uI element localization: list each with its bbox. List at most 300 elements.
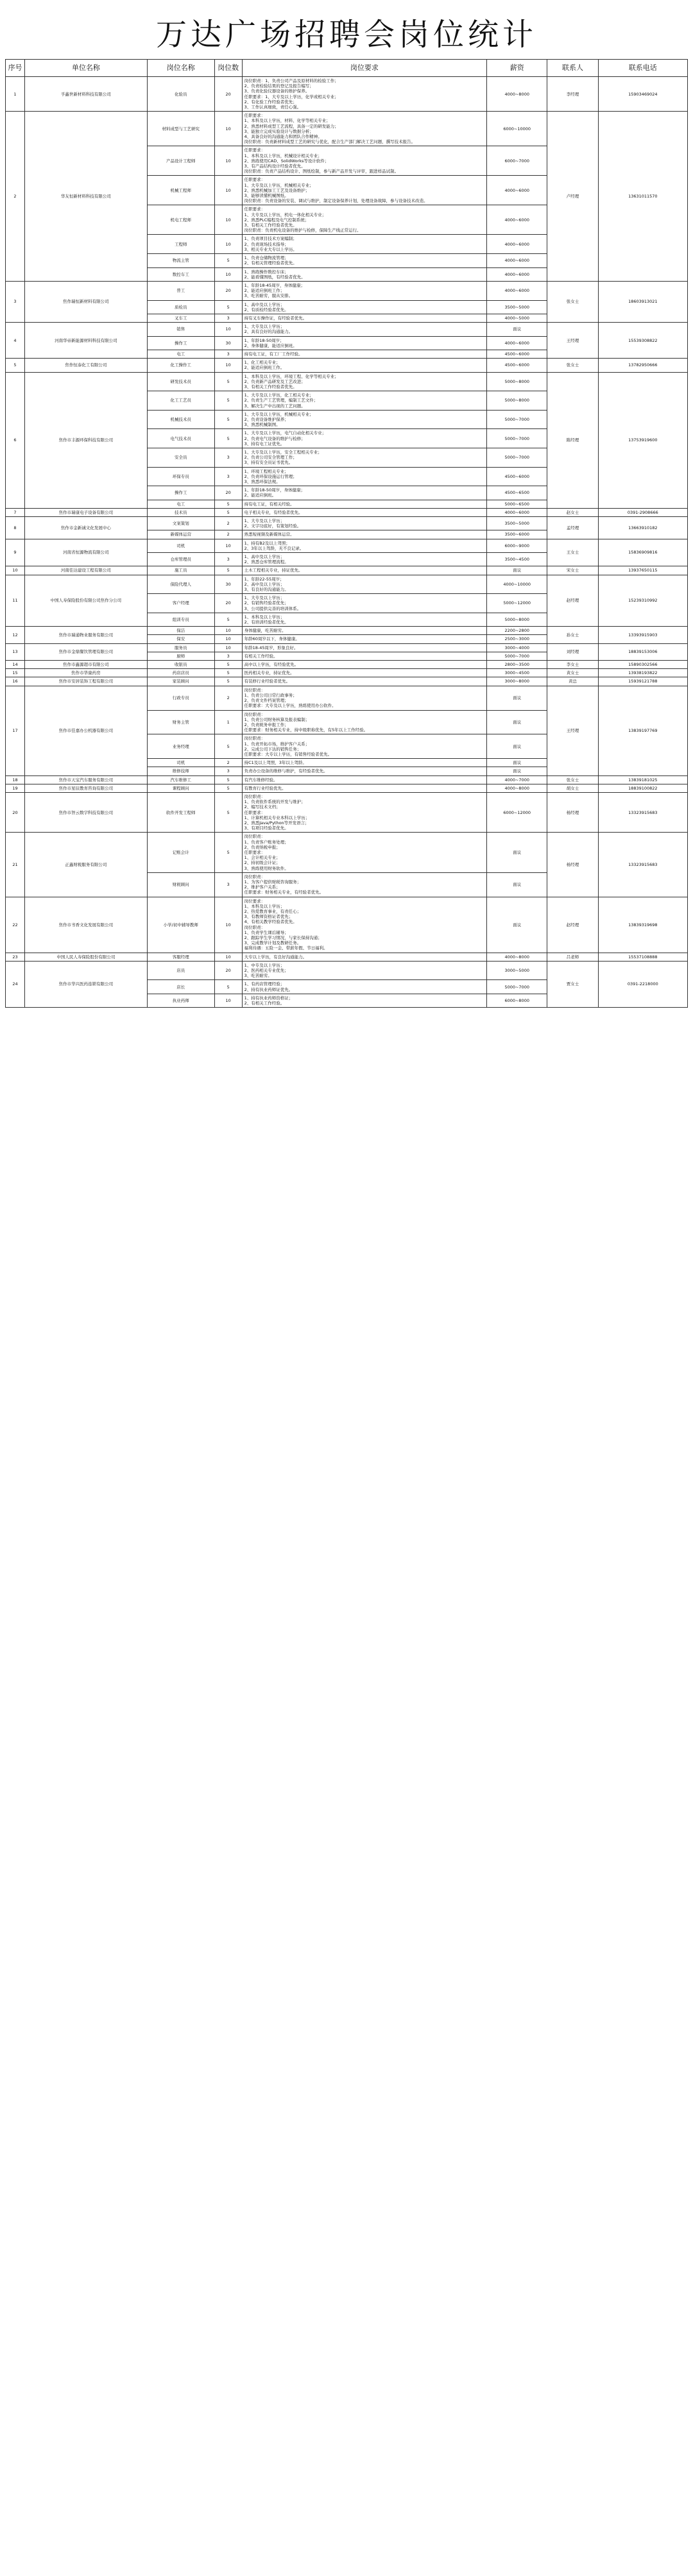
row-number: 9 bbox=[6, 539, 25, 566]
position-requirements: 1、年龄18-45周岁，身体健康； 2、能适应倒班工作； 3、吃苦耐劳，服从安排。 bbox=[242, 281, 486, 300]
salary: 4000~5000 bbox=[487, 314, 547, 322]
table-row bbox=[6, 372, 688, 391]
table-row bbox=[6, 643, 688, 652]
salary: 6000~10000 bbox=[487, 112, 547, 146]
position-name: 销售 bbox=[147, 323, 214, 336]
table-row bbox=[6, 677, 688, 686]
position-count: 10 bbox=[214, 146, 242, 176]
salary: 4000~6000 bbox=[487, 176, 547, 205]
position-count: 10 bbox=[214, 359, 242, 372]
position-count: 20 bbox=[214, 594, 242, 613]
table-row bbox=[6, 961, 688, 980]
position-count: 5 bbox=[214, 613, 242, 626]
position-name: 安全员 bbox=[147, 448, 214, 467]
contact-person: 吕老师 bbox=[547, 953, 598, 961]
position-requirements: 医药相关专业，持证优先。 bbox=[242, 669, 486, 677]
table-row bbox=[6, 508, 688, 516]
position-count: 10 bbox=[214, 539, 242, 552]
table-row bbox=[6, 686, 688, 710]
row-number: 12 bbox=[6, 627, 25, 643]
position-name: 执业药师 bbox=[147, 994, 214, 1007]
contact-person: 王经理 bbox=[547, 323, 598, 359]
position-name: 化工操作工 bbox=[147, 359, 214, 372]
position-requirements: 1、大专及以上学历，机械相关专业； 2、负责设备维护保养； 3、熟悉机械制图。 bbox=[242, 410, 486, 429]
salary: 3500~4500 bbox=[487, 553, 547, 566]
position-requirements: 1、熟练操作数控车床； 2、能看懂图纸，有经验者优先。 bbox=[242, 267, 486, 281]
row-number: 10 bbox=[6, 566, 25, 575]
position-name: 收银员 bbox=[147, 661, 214, 669]
position-name: 财税顾问 bbox=[147, 872, 214, 897]
header-cell: 序号 bbox=[6, 60, 25, 77]
contact-person: 杨经理 bbox=[547, 833, 598, 897]
table-row bbox=[6, 953, 688, 961]
position-count: 3 bbox=[214, 350, 242, 358]
position-name: 药店店员 bbox=[147, 669, 214, 677]
position-name: 数控车工 bbox=[147, 267, 214, 281]
position-requirements: 有汽车维修经验。 bbox=[242, 775, 486, 784]
row-number: 2 bbox=[6, 112, 25, 282]
salary: 3000~8000 bbox=[487, 677, 547, 686]
position-name: 司机 bbox=[147, 759, 214, 767]
contact-phone: 15539308822 bbox=[598, 323, 687, 359]
salary: 面议 bbox=[487, 897, 547, 953]
company-name: 焦作市金鼎餐饮管理有限公司 bbox=[25, 643, 148, 660]
salary: 4500~6500 bbox=[487, 486, 547, 500]
contact-phone: 13753919600 bbox=[598, 372, 687, 508]
company-name: 焦作市华兴医药连锁有限公司 bbox=[25, 961, 148, 1007]
position-name: 厨师 bbox=[147, 652, 214, 660]
contact-person: 刘经理 bbox=[547, 643, 598, 660]
position-name: 客户经理 bbox=[147, 594, 214, 613]
position-requirements: 1、持有执业药师资格证； 2、有相关工作经验。 bbox=[242, 994, 486, 1007]
salary: 4000~7000 bbox=[487, 775, 547, 784]
table-row bbox=[6, 669, 688, 677]
position-requirements: 持有电工证，有相关经验。 bbox=[242, 500, 486, 508]
header-cell: 岗位数 bbox=[214, 60, 242, 77]
table-row bbox=[6, 112, 688, 146]
contact-phone: 13393915903 bbox=[598, 627, 687, 643]
row-number: 4 bbox=[6, 323, 25, 359]
salary: 面议 bbox=[487, 767, 547, 775]
row-number: 24 bbox=[6, 961, 25, 1007]
position-requirements: 1、化工相关专业； 2、能适应倒班工作。 bbox=[242, 359, 486, 372]
position-count: 10 bbox=[214, 267, 242, 281]
salary: 2800~3500 bbox=[487, 661, 547, 669]
row-number: 20 bbox=[6, 792, 25, 832]
position-count: 5 bbox=[214, 429, 242, 448]
company-name: 河南佳达建设工程有限公司 bbox=[25, 566, 148, 575]
position-name: 维修技师 bbox=[147, 767, 214, 775]
company-name: 焦作市瑞康电子设备有限公司 bbox=[25, 508, 148, 516]
salary: 面议 bbox=[487, 759, 547, 767]
position-requirements: 1、大专及以上学历； 2、具有良好的沟通能力。 bbox=[242, 323, 486, 336]
position-requirements: 熟悉短视频及新媒体运营。 bbox=[242, 530, 486, 539]
position-requirements: 1、负责仓储物流管理； 2、有相关管理经验者优先。 bbox=[242, 254, 486, 267]
salary: 面议 bbox=[487, 734, 547, 759]
position-name: 机械技术员 bbox=[147, 410, 214, 429]
position-requirements: 1、大专及以上学历，安全工程相关专业； 2、负责公司安全管理工作； 3、持有安全员证书优先。 bbox=[242, 448, 486, 467]
position-name: 课程顾问 bbox=[147, 784, 214, 792]
salary: 5000~8000 bbox=[487, 613, 547, 626]
position-name: 财务主管 bbox=[147, 710, 214, 734]
position-requirements: 有教育行业经验优先。 bbox=[242, 784, 486, 792]
company-name: 焦作市安居装饰工程有限公司 bbox=[25, 677, 148, 686]
position-requirements: 1、大专及以上学历； 2、文字功底好，有策划经验。 bbox=[242, 517, 486, 530]
position-count: 10 bbox=[214, 897, 242, 953]
salary: 4000~8000 bbox=[487, 953, 547, 961]
table-body bbox=[6, 77, 688, 1008]
salary: 5000~6500 bbox=[487, 500, 547, 508]
position-count: 20 bbox=[214, 281, 242, 300]
table-row bbox=[6, 784, 688, 792]
salary: 面议 bbox=[487, 686, 547, 710]
salary: 面议 bbox=[487, 833, 547, 872]
header-row bbox=[6, 60, 688, 77]
position-requirements: 1、年龄18-50周岁； 2、身体健康，能适应倒班。 bbox=[242, 336, 486, 350]
position-name: 保安 bbox=[147, 635, 214, 643]
row-number: 15 bbox=[6, 669, 25, 677]
position-count: 3 bbox=[214, 314, 242, 322]
position-name: 化验员 bbox=[147, 77, 214, 112]
position-name: 保险代理人 bbox=[147, 575, 214, 594]
salary: 6000~8000 bbox=[487, 994, 547, 1007]
company-name: 焦作市智云数字科技有限公司 bbox=[25, 792, 148, 832]
contact-person: 孙女士 bbox=[547, 627, 598, 643]
position-name: 家装顾问 bbox=[147, 677, 214, 686]
salary: 5000~8000 bbox=[487, 391, 547, 411]
position-count: 5 bbox=[214, 300, 242, 314]
position-name: 组训专员 bbox=[147, 613, 214, 626]
salary: 4000~6000 bbox=[487, 254, 547, 267]
row-number: 17 bbox=[6, 686, 25, 775]
position-count: 20 bbox=[214, 961, 242, 980]
position-requirements: 1、大专及以上学历，化工相关专业； 2、负责生产工艺管理，编制工艺文件； 3、解决生产中出现的工艺问题。 bbox=[242, 391, 486, 411]
company-name: 焦作市丰源环保科技有限公司 bbox=[25, 372, 148, 508]
company-name: 河南华帝新能源材料科技有限公司 bbox=[25, 323, 148, 359]
position-requirements: 1、年龄22-55周岁； 2、高中及以上学历； 3、有良好的沟通能力。 bbox=[242, 575, 486, 594]
position-count: 5 bbox=[214, 980, 242, 994]
position-name: 新媒体运营 bbox=[147, 530, 214, 539]
salary: 3500~6000 bbox=[487, 530, 547, 539]
row-number: 7 bbox=[6, 508, 25, 516]
salary: 面议 bbox=[487, 710, 547, 734]
position-count: 3 bbox=[214, 467, 242, 486]
position-count: 3 bbox=[214, 553, 242, 566]
row-number: 1 bbox=[6, 77, 25, 112]
contact-phone: 15903469024 bbox=[598, 77, 687, 112]
position-count: 10 bbox=[214, 176, 242, 205]
company-name: 正鑫财税服务有限公司 bbox=[25, 833, 148, 897]
contact-phone: 18839153006 bbox=[598, 643, 687, 660]
company-name: 焦作市书香文化发展有限公司 bbox=[25, 897, 148, 953]
position-name: 汽车维修工 bbox=[147, 775, 214, 784]
contact-person: 王经理 bbox=[547, 686, 598, 775]
position-count: 5 bbox=[214, 734, 242, 759]
position-requirements: 岗位职责： 1、为客户提供财税咨询服务； 2、维护客户关系； 任职要求：财务相关专业，有经验者优先。 bbox=[242, 872, 486, 897]
table-row bbox=[6, 661, 688, 669]
position-name: 文案策划 bbox=[147, 517, 214, 530]
position-name: 研发技术员 bbox=[147, 372, 214, 391]
position-count: 10 bbox=[214, 323, 242, 336]
position-name: 小学/初中辅导教师 bbox=[147, 897, 214, 953]
position-requirements: 土木工程相关专业，持证优先。 bbox=[242, 566, 486, 575]
salary: 4500~6000 bbox=[487, 467, 547, 486]
header-cell: 岗位要求 bbox=[242, 60, 486, 77]
job-table bbox=[5, 59, 688, 1008]
position-count: 3 bbox=[214, 872, 242, 897]
contact-phone: 13323915683 bbox=[598, 792, 687, 832]
contact-phone: 0391-2218000 bbox=[598, 961, 687, 1007]
position-requirements: 年龄60周岁以下，身体健康。 bbox=[242, 635, 486, 643]
position-requirements: 1、大专及以上学历； 2、有销售经验者优先； 3、公司提供完善的培训体系。 bbox=[242, 594, 486, 613]
company-name: 孚鑫世新材料科技有限公司 bbox=[25, 77, 148, 112]
position-name: 服务员 bbox=[147, 643, 214, 652]
salary: 5000~8000 bbox=[487, 372, 547, 391]
position-requirements: 1、负责项目技术方案编制； 2、负责现场技术指导； 3、相关专业大专以上学历。 bbox=[242, 235, 486, 254]
contact-person: 黄总 bbox=[547, 677, 598, 686]
position-requirements: 1、高中及以上学历； 2、有质检经验者优先。 bbox=[242, 300, 486, 314]
salary: 3000~4000 bbox=[487, 643, 547, 652]
header-cell: 岗位名称 bbox=[147, 60, 214, 77]
salary: 5000~12000 bbox=[487, 594, 547, 613]
salary: 6000~12000 bbox=[487, 792, 547, 832]
company-name: 中国人民人寿保险股份有限公司 bbox=[25, 953, 148, 961]
position-name: 客服经理 bbox=[147, 953, 214, 961]
position-requirements: 1、高中及以上学历； 2、熟悉仓库管理流程。 bbox=[242, 553, 486, 566]
contact-person: 杨经理 bbox=[547, 792, 598, 832]
row-number: 19 bbox=[6, 784, 25, 792]
company-name: 焦作市鑫源超市有限公司 bbox=[25, 661, 148, 669]
table-row bbox=[6, 359, 688, 372]
position-requirements: 任职要求： 1、本科及以上学历，机械设计相关专业； 2、熟练使用CAD、SolidWorks等设计软件； 3、有产品结构设计经验者优先。 岗位职责：负责产品结构设计、图纸绘制，参与新产品开发与评审，跟进样品试制。 bbox=[242, 146, 486, 176]
position-name: 材料成型与工艺研究 bbox=[147, 112, 214, 146]
table-row bbox=[6, 281, 688, 300]
row-number: 14 bbox=[6, 661, 25, 669]
header-cell: 薪资 bbox=[487, 60, 547, 77]
position-requirements: 岗位职责： 1、负责客户账务处理； 2、负责纳税申报； 任职要求： 1、会计相关专业； 2、持初级会计证； 3、熟练使用财务软件。 bbox=[242, 833, 486, 872]
position-requirements: 任职要求： 1、大专及以上学历，机电一体化相关专业； 2、熟悉PLC编程及电气控制系统； 3、有相关工作经验者优先。 岗位职责：负责机电设备的维护与检修，保障生产线正常运行。 bbox=[242, 205, 486, 235]
position-count: 1 bbox=[214, 710, 242, 734]
contact-person: 孟经理 bbox=[547, 517, 598, 539]
position-count: 10 bbox=[214, 112, 242, 146]
position-name: 工程师 bbox=[147, 235, 214, 254]
position-count: 10 bbox=[214, 643, 242, 652]
row-number: 11 bbox=[6, 575, 25, 627]
contact-person: 宋女士 bbox=[547, 566, 598, 575]
position-name: 化工工艺员 bbox=[147, 391, 214, 411]
position-count: 5 bbox=[214, 833, 242, 872]
position-name: 行政专员 bbox=[147, 686, 214, 710]
position-requirements: 1、有药店管理经验； 2、持有执业药师证优先。 bbox=[242, 980, 486, 994]
position-name: 保洁 bbox=[147, 627, 214, 635]
position-name: 业务经理 bbox=[147, 734, 214, 759]
table-row bbox=[6, 566, 688, 575]
contact-phone: 13839197769 bbox=[598, 686, 687, 775]
table-row bbox=[6, 833, 688, 872]
header-cell: 联系电话 bbox=[598, 60, 687, 77]
contact-person: 赵经理 bbox=[547, 575, 598, 627]
salary: 4000~10000 bbox=[487, 575, 547, 594]
position-name: 叉车工 bbox=[147, 314, 214, 322]
contact-phone: 13938193822 bbox=[598, 669, 687, 677]
position-requirements: 电子相关专业，有经验者优先。 bbox=[242, 508, 486, 516]
position-name: 技术员 bbox=[147, 508, 214, 516]
position-count: 5 bbox=[214, 391, 242, 411]
position-name: 软件开发工程师 bbox=[147, 792, 214, 832]
salary: 面议 bbox=[487, 566, 547, 575]
table-row bbox=[6, 575, 688, 594]
position-name: 机械工程师 bbox=[147, 176, 214, 205]
row-number: 21 bbox=[6, 833, 25, 897]
company-name: 焦作市金新诚文化发展中心 bbox=[25, 517, 148, 539]
position-count: 5 bbox=[214, 372, 242, 391]
position-count: 10 bbox=[214, 627, 242, 635]
position-requirements: 持C1及以上驾照，3年以上驾龄。 bbox=[242, 759, 486, 767]
position-count: 3 bbox=[214, 448, 242, 467]
position-requirements: 岗位职责： 1、负责软件系统的开发与维护； 2、编写技术文档； 任职要求： 1、计算机相关专业本科以上学历； 2、熟悉Java/Python等开发语言； 3、有项目经验者优先。 bbox=[242, 792, 486, 832]
contact-person: 张女士 bbox=[547, 281, 598, 322]
position-name: 电工 bbox=[147, 350, 214, 358]
contact-phone: 13839181025 bbox=[598, 775, 687, 784]
contact-phone: 13937650115 bbox=[598, 566, 687, 575]
position-name: 产品设计工程师 bbox=[147, 146, 214, 176]
salary: 3500~5000 bbox=[487, 300, 547, 314]
position-count: 2 bbox=[214, 517, 242, 530]
position-requirements: 大专以上学历，有良好沟通能力。 bbox=[242, 953, 486, 961]
position-count: 3 bbox=[214, 767, 242, 775]
salary: 4000~8000 bbox=[487, 77, 547, 112]
table-row bbox=[6, 77, 688, 112]
position-name: 操作工 bbox=[147, 486, 214, 500]
salary: 5000~7000 bbox=[487, 410, 547, 429]
position-count: 10 bbox=[214, 205, 242, 235]
position-requirements: 1、年龄18-50周岁，身体健康； 2、能适应倒班。 bbox=[242, 486, 486, 500]
position-requirements: 1、中专及以上学历； 2、医药相关专业优先； 3、吃苦耐劳。 bbox=[242, 961, 486, 980]
company-name: 焦作恒泰化工有限公司 bbox=[25, 359, 148, 372]
contact-phone: 13663910182 bbox=[598, 517, 687, 539]
position-count: 5 bbox=[214, 784, 242, 792]
salary: 2500~3000 bbox=[487, 635, 547, 643]
position-requirements: 任职要求： 1、大专及以上学历，机械相关专业； 2、熟悉机械加工工艺及设备维护； 3、能够读懂机械图纸。 岗位职责：负责设备的安装、调试与维护，制定设备保养计划，处理设备故障，参与设备技术改造。 bbox=[242, 176, 486, 205]
position-requirements: 岗位职责： 1、负责公司日常行政事务； 2、负责文件档案管理； 任职要求：大专及以上学历，熟练使用办公软件。 bbox=[242, 686, 486, 710]
position-requirements: 有装修行业经验者优先。 bbox=[242, 677, 486, 686]
position-requirements: 持有叉车操作证，有经验者优先。 bbox=[242, 314, 486, 322]
position-count: 5 bbox=[214, 792, 242, 832]
contact-person: 贾女士 bbox=[547, 961, 598, 1007]
company-name: 焦作市天宝汽车服务有限公司 bbox=[25, 775, 148, 784]
position-count: 20 bbox=[214, 77, 242, 112]
position-requirements: 岗位要求： 1、本科及以上学历； 2、热爱教育事业，有责任心； 3、有教师资格证者优先； 4、有相关教学经验者优先。 岗位职责： 1、负责学生课后辅导； 2、跟踪学生学习情况，与家长保持沟通； 3、完成教学计划及教研任务。 福利待遇：五险一金、带薪年假、节日福利。 bbox=[242, 897, 486, 953]
row-number: 13 bbox=[6, 643, 25, 660]
salary: 3000~5000 bbox=[487, 961, 547, 980]
position-count: 2 bbox=[214, 530, 242, 539]
contact-phone: 13323915683 bbox=[598, 833, 687, 897]
position-count: 10 bbox=[214, 994, 242, 1007]
position-requirements: 岗位职责： 1、负责开拓市场，维护客户关系； 2、完成公司下达的销售任务； 任职要求：大专以上学历，有销售经验者优先。 bbox=[242, 734, 486, 759]
company-name: 河南省恒源物流有限公司 bbox=[25, 539, 148, 566]
position-name: 施工员 bbox=[147, 566, 214, 575]
position-requirements: 1、大专及以上学历，电气自动化相关专业； 2、负责电气设备的维护与检修； 3、持有电工证优先。 bbox=[242, 429, 486, 448]
contact-phone: 15939121788 bbox=[598, 677, 687, 686]
position-count: 30 bbox=[214, 575, 242, 594]
row-number: 3 bbox=[6, 281, 25, 322]
position-name: 店员 bbox=[147, 961, 214, 980]
position-name: 电工 bbox=[147, 500, 214, 508]
company-name: 华友恒新材料科技有限公司 bbox=[25, 112, 148, 282]
position-name: 环保专员 bbox=[147, 467, 214, 486]
salary: 4000~6000 bbox=[487, 281, 547, 300]
row-number: 5 bbox=[6, 359, 25, 372]
position-count: 5 bbox=[214, 677, 242, 686]
contact-person: 黄女士 bbox=[547, 669, 598, 677]
position-name: 操作工 bbox=[147, 336, 214, 350]
position-name: 物流主管 bbox=[147, 254, 214, 267]
position-name: 质检员 bbox=[147, 300, 214, 314]
company-name: 焦作市星辰教育咨询有限公司 bbox=[25, 784, 148, 792]
position-name: 仓库管理员 bbox=[147, 553, 214, 566]
row-number: 16 bbox=[6, 677, 25, 686]
position-requirements: 岗位职责：1、负责公司产品及原材料的检验工作； 2、负责检验结果的登记及报告编写； 3、负责化验仪器设备的维护保养。 任职要求：1、大专及以上学历，化学或相关专业； 2、有化验工作经验者优先； 3、工作认真细致，责任心强。 bbox=[242, 77, 486, 112]
salary: 面议 bbox=[487, 872, 547, 897]
position-name: 店长 bbox=[147, 980, 214, 994]
header-cell: 单位名称 bbox=[25, 60, 148, 77]
contact-person: 王女士 bbox=[547, 539, 598, 566]
table-row bbox=[6, 897, 688, 953]
contact-person: 卢经理 bbox=[547, 112, 598, 282]
salary: 5000~7000 bbox=[487, 980, 547, 994]
position-count: 5 bbox=[214, 410, 242, 429]
contact-phone: 15836909816 bbox=[598, 539, 687, 566]
salary: 面议 bbox=[487, 323, 547, 336]
salary: 5000~7000 bbox=[487, 429, 547, 448]
position-count: 3 bbox=[214, 652, 242, 660]
position-count: 2 bbox=[214, 759, 242, 767]
row-number: 18 bbox=[6, 775, 25, 784]
position-requirements: 有相关工作经验。 bbox=[242, 652, 486, 660]
company-name: 焦作市瑞通物业服务有限公司 bbox=[25, 627, 148, 643]
contact-phone: 15537108888 bbox=[598, 953, 687, 961]
row-number: 6 bbox=[6, 372, 25, 508]
salary: 4500~6000 bbox=[487, 359, 547, 372]
position-count: 5 bbox=[214, 669, 242, 677]
position-name: 电气技术员 bbox=[147, 429, 214, 448]
salary: 6000~9000 bbox=[487, 539, 547, 552]
salary: 5000~7000 bbox=[487, 448, 547, 467]
position-requirements: 1、本科及以上学历，环境工程、化学等相关专业； 2、负责新产品研发及工艺改进； 3、有相关工作经验者优先。 bbox=[242, 372, 486, 391]
position-requirements: 持有电工证，有工厂工作经验。 bbox=[242, 350, 486, 358]
salary: 4000~6000 bbox=[487, 267, 547, 281]
contact-phone: 13782950666 bbox=[598, 359, 687, 372]
table-row bbox=[6, 775, 688, 784]
position-count: 5 bbox=[214, 775, 242, 784]
position-count: 5 bbox=[214, 508, 242, 516]
header-cell: 联系人 bbox=[547, 60, 598, 77]
position-requirements: 1、持有B2及以上驾照； 2、3年以上驾龄，无不良记录。 bbox=[242, 539, 486, 552]
salary: 2200~2800 bbox=[487, 627, 547, 635]
position-count: 5 bbox=[214, 500, 242, 508]
contact-person: 胡女士 bbox=[547, 784, 598, 792]
table-row bbox=[6, 627, 688, 635]
row-number: 22 bbox=[6, 897, 25, 953]
position-name: 普工 bbox=[147, 281, 214, 300]
page-title: 万达广场招聘会岗位统计 bbox=[155, 17, 537, 53]
position-requirements: 身体健康，吃苦耐劳。 bbox=[242, 627, 486, 635]
contact-person: 李女士 bbox=[547, 661, 598, 669]
salary: 4500~6000 bbox=[487, 350, 547, 358]
company-name: 中国人寿保险股份有限公司焦作分公司 bbox=[25, 575, 148, 627]
contact-phone: 0391-2908666 bbox=[598, 508, 687, 516]
salary: 4000~8000 bbox=[487, 784, 547, 792]
